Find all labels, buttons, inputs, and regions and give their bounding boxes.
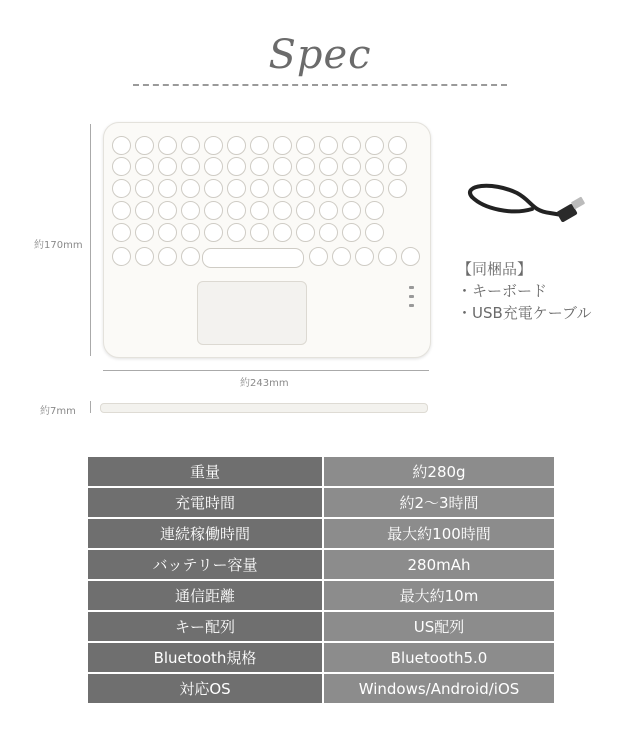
package-contents [457,258,591,324]
spec-title: Spec [268,32,372,78]
keyboard-key [296,136,315,155]
keyboard-side-view [100,403,428,413]
table-row [87,456,555,487]
keyboard-key [158,223,177,242]
keyboard-key [181,223,200,242]
keyboard-key [342,136,361,155]
keyboard-key [365,136,384,155]
spec-value: US配列 [323,611,555,642]
usb-cable-image [462,183,592,233]
title-underline [133,84,507,86]
spec-label: 通信距離 [87,580,323,611]
table-row [87,518,555,549]
keyboard-key [227,179,246,198]
spec-label: Bluetooth規格 [87,642,323,673]
keyboard-key [204,179,223,198]
keyboard-key [332,247,351,266]
keyboard-key [273,179,292,198]
keyboard-key [296,179,315,198]
keyboard-key [273,157,292,176]
status-led-icon [409,286,414,289]
spec-label: 充電時間 [87,487,323,518]
height-dimension-line [90,124,91,356]
spec-label: 重量 [87,456,323,487]
keyboard-key [181,201,200,220]
package-heading: 【同梱品】 [457,260,533,278]
keyboard-key [342,157,361,176]
height-label: 約170mm [34,240,83,251]
table-row [87,673,555,704]
spec-label: 対応OS [87,673,323,704]
width-label: 約243mm [240,378,289,389]
keyboard-key [319,201,338,220]
keyboard-key [158,179,177,198]
keyboard-key [227,223,246,242]
keyboard-key [273,223,292,242]
keyboard-key [388,136,407,155]
spacebar-key [202,248,304,268]
keyboard-key [250,157,269,176]
keyboard-key [204,223,223,242]
keyboard-key [378,247,397,266]
table-row [87,487,555,518]
keyboard-key [135,201,154,220]
keyboard-key [250,179,269,198]
table-row [87,611,555,642]
spec-value: 最大約10m [323,580,555,611]
keyboard-key [319,136,338,155]
keyboard-key [388,179,407,198]
keyboard-key [181,247,200,266]
keyboard-key [135,136,154,155]
keyboard-key [181,157,200,176]
status-led-icon [409,295,414,298]
keyboard-key [342,179,361,198]
keyboard-key [273,201,292,220]
keyboard-key [112,201,131,220]
spec-label: バッテリー容量 [87,549,323,580]
keyboard-key [112,223,131,242]
keyboard-key [296,157,315,176]
keyboard-key [388,157,407,176]
keyboard-key [181,136,200,155]
keyboard-key [227,136,246,155]
keyboard-key [158,247,177,266]
keyboard-key [158,201,177,220]
spec-value: 約280g [323,456,555,487]
keyboard-key [158,157,177,176]
keyboard-key [296,201,315,220]
keyboard-key [135,157,154,176]
keyboard-key [135,223,154,242]
table-row [87,549,555,580]
touchpad [197,281,307,345]
spec-value: Bluetooth5.0 [323,642,555,673]
thickness-marker [90,401,91,413]
spec-table [86,455,556,705]
package-item: ・キーボード [457,282,548,300]
keyboard-key [365,223,384,242]
thickness-label: 約7mm [40,406,76,417]
keyboard-key [342,201,361,220]
keyboard-key [365,201,384,220]
keyboard-key [227,157,246,176]
keyboard-key [309,247,328,266]
keyboard-key [319,223,338,242]
keyboard-key [112,179,131,198]
keyboard-key [158,136,177,155]
status-leds [409,286,417,313]
width-dimension-line [103,370,429,371]
status-led-icon [409,304,414,307]
spec-value: 280mAh [323,549,555,580]
keyboard-key [112,157,131,176]
package-item: ・USB充電ケーブル [457,304,592,322]
keyboard-key [250,136,269,155]
keyboard-key [112,247,131,266]
keyboard-key [319,179,338,198]
table-row [87,580,555,611]
keyboard-key [365,179,384,198]
spec-value: Windows/Android/iOS [323,673,555,704]
keyboard-key [135,247,154,266]
spec-value: 約2～3時間 [323,487,555,518]
keyboard-key [204,201,223,220]
keyboard-key [112,136,131,155]
keyboard-key [250,223,269,242]
spec-label: 連続稼働時間 [87,518,323,549]
keyboard-key [365,157,384,176]
spec-label: キー配列 [87,611,323,642]
keyboard-key [355,247,374,266]
keyboard-key [227,201,246,220]
keyboard-key [296,223,315,242]
keyboard-key [204,136,223,155]
keyboard-product-image [103,122,431,358]
keyboard-key [204,157,223,176]
spec-value: 最大約100時間 [323,518,555,549]
keyboard-key [319,157,338,176]
keyboard-key [135,179,154,198]
table-row [87,642,555,673]
keyboard-key [401,247,420,266]
keyboard-key [181,179,200,198]
keyboard-key [342,223,361,242]
keyboard-key [250,201,269,220]
keyboard-key [273,136,292,155]
